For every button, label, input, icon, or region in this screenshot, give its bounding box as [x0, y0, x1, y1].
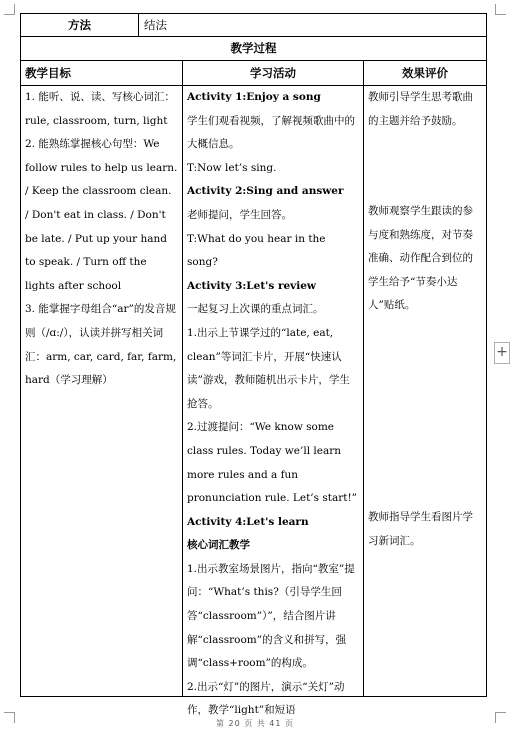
goals-column: [21, 86, 182, 696]
method-label: 方法: [68, 18, 91, 32]
add-icon[interactable]: +: [494, 342, 510, 364]
activity-text: 1.出示教室场景图片，指向“教室”提问：“What’s this?（引导学生回答“classroom”）”，结合图片讲解“classroom”的含义和拼写，强调“class+room”的构成。: [187, 562, 355, 670]
activities-column: [183, 86, 363, 717]
activity-text: 2.出示“灯”的图片，演示“关灯”动作，教学“light”和短语: [187, 680, 345, 717]
activity-heading: Activity 3:Let's review: [187, 279, 316, 292]
column-header-goals: 教学目标: [25, 66, 71, 80]
page-number: 第 20 页 共 41 页: [215, 719, 295, 728]
goal-item: 2. 能熟练掌握核心句型：We follow rules to help us learn. / Keep the classroom clean. / Don't eat in class. / Don't be late. / Put up your hand to speak. / Turn off the lights after school: [25, 138, 178, 292]
goal-item: 3. 能掌握字母组合“ar”的发音规则（/ɑ:/），认读并拼写相关词汇：arm, car, card, far, farm, hard（学习理解）: [25, 303, 177, 387]
goal-item: 1. 能听、说、读、写核心词汇：rule, classroom, turn, light: [25, 91, 175, 127]
activity-subheading: 核心词汇教学: [187, 539, 250, 552]
crop-mark-top-left: [4, 4, 15, 15]
activity-heading: Activity 1:Enjoy a song: [187, 91, 321, 103]
activity-text: T:What do you hear in the song?: [187, 232, 326, 269]
column-header-evaluation: 效果评价: [402, 66, 448, 80]
column-header-activities: 学习活动: [250, 66, 296, 80]
evaluation-item: 教师引导学生思考歌曲的主题并给予鼓励。: [368, 91, 473, 127]
activity-text: 一起复习上次课的重点词汇。: [187, 303, 324, 316]
table-border-right: [486, 13, 487, 697]
process-title: 教学过程: [230, 41, 277, 55]
activity-text: 2.过渡提问：“We know some class rules. Today we’ll learn more rules and a fun pronunciation rule. Let’s start!”: [187, 421, 358, 505]
evaluation-item: 教师指导学生看图片学习新词汇。: [368, 511, 473, 547]
crop-mark-top-right: [495, 4, 506, 15]
method-value: 结法: [144, 18, 167, 32]
activity-text: 1.出示上节课学过的“late, eat, clean”等词汇卡片，开展“快速认读”游戏，教师随机出示卡片，学生抢答。: [187, 326, 350, 410]
activity-text: 老师提问，学生回答。: [187, 208, 292, 221]
activity-heading: Activity 2:Sing and answer: [187, 185, 344, 198]
activity-text: 学生们观看视频，了解视频歌曲中的大概信息。: [187, 114, 355, 151]
evaluation-item: 教师观察学生跟读的参与度和熟练度，对节奏准确、动作配合到位的学生给予“节奏小达人”贴纸。: [368, 205, 473, 312]
activity-text: T:Now let’s sing.: [187, 161, 277, 174]
table-divider: [138, 13, 139, 37]
activity-heading: Activity 4:Let's learn: [187, 515, 309, 528]
